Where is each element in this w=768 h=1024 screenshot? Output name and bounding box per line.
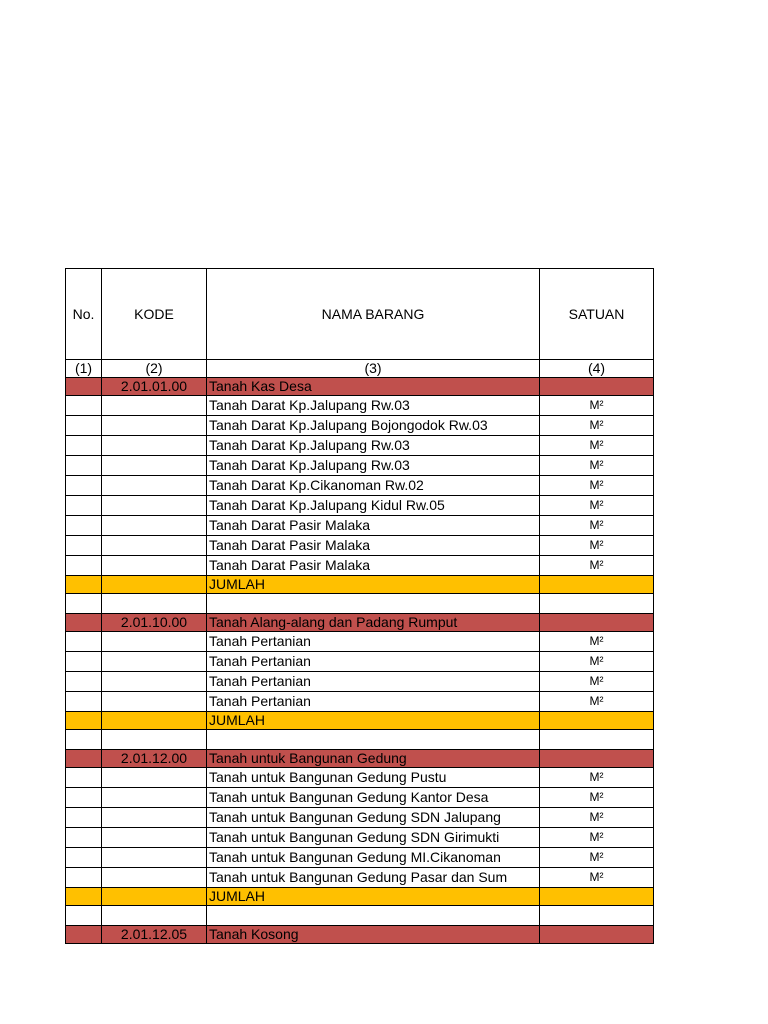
total-kode-cell: [102, 888, 207, 906]
item-no-cell: [66, 788, 102, 808]
item-satuan: M²: [540, 692, 654, 712]
item-nama: Tanah Darat Kp.Cikanoman Rw.02: [207, 476, 540, 496]
group-kode: 2.01.01.00: [102, 378, 207, 396]
item-kode-cell: [102, 556, 207, 576]
item-nama: Tanah Pertanian: [207, 632, 540, 652]
total-kode-cell: [102, 576, 207, 594]
item-kode-cell: [102, 848, 207, 868]
group-header-row: [66, 750, 654, 768]
inventory-table: [65, 268, 654, 944]
group-header-row: [66, 614, 654, 632]
empty-cell: [102, 594, 207, 614]
item-row: [66, 768, 654, 788]
empty-cell: [540, 906, 654, 926]
item-kode-cell: [102, 476, 207, 496]
item-nama: Tanah Pertanian: [207, 672, 540, 692]
item-kode-cell: [102, 536, 207, 556]
empty-cell: [66, 906, 102, 926]
item-satuan: M²: [540, 652, 654, 672]
item-satuan: M²: [540, 632, 654, 652]
item-kode-cell: [102, 436, 207, 456]
empty-cell: [66, 730, 102, 750]
item-kode-cell: [102, 396, 207, 416]
item-kode-cell: [102, 672, 207, 692]
group-kode: 2.01.10.00: [102, 614, 207, 632]
item-kode-cell: [102, 496, 207, 516]
item-no-cell: [66, 556, 102, 576]
empty-cell: [66, 594, 102, 614]
item-no-cell: [66, 416, 102, 436]
total-row: [66, 888, 654, 906]
item-no-cell: [66, 692, 102, 712]
empty-cell: [207, 594, 540, 614]
item-nama: Tanah Darat Pasir Malaka: [207, 536, 540, 556]
item-row: [66, 652, 654, 672]
item-nama: Tanah untuk Bangunan Gedung SDN Girimukti: [207, 828, 540, 848]
item-nama: Tanah Darat Kp.Jalupang Rw.03: [207, 436, 540, 456]
total-no-cell: [66, 576, 102, 594]
header-nama-barang: NAMA BARANG: [207, 269, 540, 360]
empty-cell: [540, 594, 654, 614]
item-no-cell: [66, 456, 102, 476]
item-nama: Tanah Darat Pasir Malaka: [207, 556, 540, 576]
item-kode-cell: [102, 652, 207, 672]
empty-cell: [102, 730, 207, 750]
item-row: [66, 396, 654, 416]
item-row: [66, 496, 654, 516]
item-satuan: M²: [540, 672, 654, 692]
item-satuan: M²: [540, 516, 654, 536]
item-no-cell: [66, 768, 102, 788]
item-kode-cell: [102, 456, 207, 476]
group-satuan-cell: [540, 378, 654, 396]
item-nama: Tanah Darat Kp.Jalupang Kidul Rw.05: [207, 496, 540, 516]
inventory-table-body: [66, 269, 654, 944]
total-satuan-cell: [540, 576, 654, 594]
column-number: (3): [207, 360, 540, 378]
group-nama: Tanah Kosong: [207, 926, 540, 944]
spacer-row: [66, 594, 654, 614]
total-row: [66, 712, 654, 730]
empty-cell: [102, 906, 207, 926]
item-kode-cell: [102, 868, 207, 888]
item-nama: Tanah Pertanian: [207, 652, 540, 672]
item-kode-cell: [102, 516, 207, 536]
item-satuan: M²: [540, 536, 654, 556]
item-row: [66, 692, 654, 712]
group-kode: 2.01.12.00: [102, 750, 207, 768]
item-row: [66, 672, 654, 692]
item-row: [66, 788, 654, 808]
group-nama: Tanah Kas Desa: [207, 378, 540, 396]
item-satuan: M²: [540, 416, 654, 436]
item-no-cell: [66, 868, 102, 888]
item-no-cell: [66, 436, 102, 456]
item-no-cell: [66, 848, 102, 868]
header-row: [66, 269, 654, 360]
item-kode-cell: [102, 828, 207, 848]
spacer-row: [66, 730, 654, 750]
item-row: [66, 868, 654, 888]
item-row: [66, 848, 654, 868]
item-no-cell: [66, 632, 102, 652]
item-satuan: M²: [540, 808, 654, 828]
item-nama: Tanah untuk Bangunan Gedung Pustu: [207, 768, 540, 788]
item-satuan: M²: [540, 788, 654, 808]
total-row: [66, 576, 654, 594]
header-no: No.: [66, 269, 102, 360]
item-satuan: M²: [540, 396, 654, 416]
group-no-cell: [66, 750, 102, 768]
total-no-cell: [66, 888, 102, 906]
item-kode-cell: [102, 416, 207, 436]
total-label: JUMLAH: [207, 712, 540, 730]
item-no-cell: [66, 672, 102, 692]
item-kode-cell: [102, 808, 207, 828]
empty-cell: [207, 730, 540, 750]
item-row: [66, 416, 654, 436]
item-row: [66, 828, 654, 848]
item-kode-cell: [102, 768, 207, 788]
group-nama: Tanah untuk Bangunan Gedung: [207, 750, 540, 768]
item-no-cell: [66, 536, 102, 556]
column-number-row: [66, 360, 654, 378]
item-kode-cell: [102, 788, 207, 808]
item-nama: Tanah Darat Pasir Malaka: [207, 516, 540, 536]
column-number: (2): [102, 360, 207, 378]
item-nama: Tanah untuk Bangunan Gedung MI.Cikanoman: [207, 848, 540, 868]
empty-cell: [540, 730, 654, 750]
group-satuan-cell: [540, 926, 654, 944]
item-kode-cell: [102, 632, 207, 652]
item-nama: Tanah untuk Bangunan Gedung SDN Jalupang: [207, 808, 540, 828]
group-no-cell: [66, 378, 102, 396]
item-no-cell: [66, 652, 102, 672]
group-kode: 2.01.12.05: [102, 926, 207, 944]
item-no-cell: [66, 496, 102, 516]
group-nama: Tanah Alang-alang dan Padang Rumput: [207, 614, 540, 632]
item-satuan: M²: [540, 436, 654, 456]
item-row: [66, 632, 654, 652]
group-satuan-cell: [540, 614, 654, 632]
item-satuan: M²: [540, 828, 654, 848]
item-satuan: M²: [540, 456, 654, 476]
item-nama: Tanah Darat Kp.Jalupang Rw.03: [207, 456, 540, 476]
item-row: [66, 556, 654, 576]
item-nama: Tanah untuk Bangunan Gedung Pasar dan Sum: [207, 868, 540, 888]
group-no-cell: [66, 926, 102, 944]
item-row: [66, 456, 654, 476]
item-kode-cell: [102, 692, 207, 712]
item-row: [66, 516, 654, 536]
item-row: [66, 436, 654, 456]
spacer-row: [66, 906, 654, 926]
header-satuan: SATUAN: [540, 269, 654, 360]
item-no-cell: [66, 476, 102, 496]
item-satuan: M²: [540, 768, 654, 788]
item-no-cell: [66, 808, 102, 828]
group-header-row: [66, 378, 654, 396]
item-row: [66, 476, 654, 496]
column-number: (4): [540, 360, 654, 378]
item-no-cell: [66, 396, 102, 416]
item-satuan: M²: [540, 476, 654, 496]
total-satuan-cell: [540, 712, 654, 730]
total-satuan-cell: [540, 888, 654, 906]
header-kode: KODE: [102, 269, 207, 360]
item-nama: Tanah untuk Bangunan Gedung Kantor Desa: [207, 788, 540, 808]
item-nama: Tanah Darat Kp.Jalupang Bojongodok Rw.03: [207, 416, 540, 436]
item-row: [66, 808, 654, 828]
empty-cell: [207, 906, 540, 926]
item-row: [66, 536, 654, 556]
item-nama: Tanah Pertanian: [207, 692, 540, 712]
group-no-cell: [66, 614, 102, 632]
total-kode-cell: [102, 712, 207, 730]
total-label: JUMLAH: [207, 576, 540, 594]
total-label: JUMLAH: [207, 888, 540, 906]
item-no-cell: [66, 828, 102, 848]
item-satuan: M²: [540, 868, 654, 888]
group-satuan-cell: [540, 750, 654, 768]
total-no-cell: [66, 712, 102, 730]
group-header-row: [66, 926, 654, 944]
column-number: (1): [66, 360, 102, 378]
item-satuan: M²: [540, 848, 654, 868]
item-satuan: M²: [540, 496, 654, 516]
item-nama: Tanah Darat Kp.Jalupang Rw.03: [207, 396, 540, 416]
item-satuan: M²: [540, 556, 654, 576]
item-no-cell: [66, 516, 102, 536]
